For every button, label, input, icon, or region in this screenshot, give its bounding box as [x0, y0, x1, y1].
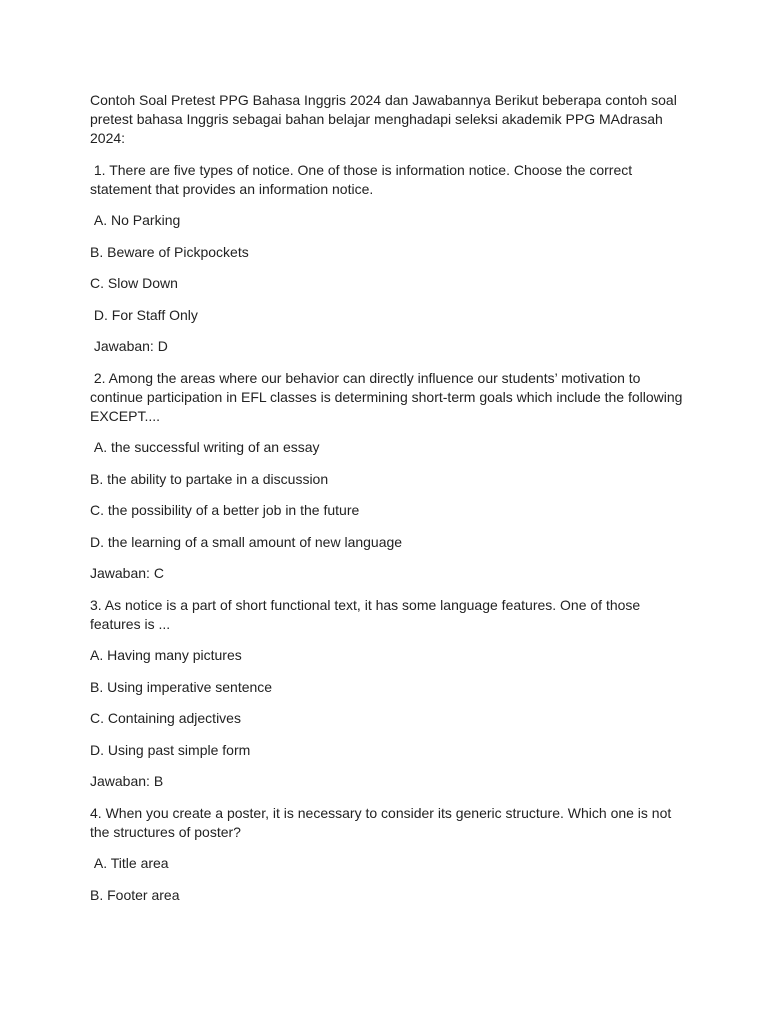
document-page	[90, 91, 690, 917]
question-3-option-b: B. Using imperative sentence	[90, 678, 273, 695]
question-1-option-a: A. No Parking	[90, 212, 181, 228]
question-3-option-d: D. Using past simple form	[90, 741, 251, 758]
question-2-option-d: D. the learning of a small amount of new language	[90, 533, 403, 550]
question-4-option-a: A. Title area	[90, 855, 169, 871]
question-1-option-d: D. For Staff Only	[90, 306, 198, 323]
question-3-answer: Jawaban: B	[90, 773, 164, 789]
question-2-option-a: A. the successful writing of an essay	[90, 439, 320, 455]
question-1: 1. There are five types of notice. One of those is information notice. Choose the correct statement that provides an information notice.	[90, 161, 637, 197]
question-4-option-b: B. Footer area	[90, 886, 180, 903]
question-2: 2. Among the areas where our behavior can directly influence our students’ motivation to continue participation in EFL classes is determining short-term goals which include the following EXCEPT....	[90, 369, 687, 424]
question-2-option-b: B. the ability to partake in a discussion	[90, 470, 329, 487]
question-1-answer: Jawaban: D	[90, 338, 168, 354]
question-4: 4. When you create a poster, it is necessary to consider its generic structure. Which one is not the structures of poster?	[90, 804, 676, 840]
question-1-option-c: C. Slow Down	[90, 275, 178, 291]
question-3-option-c: C. Containing adjectives	[90, 710, 241, 726]
question-3: 3. As notice is a part of short functional text, it has some language features. One of those features is ...	[90, 596, 645, 632]
question-2-option-c: C. the possibility of a better job in the future	[90, 502, 360, 518]
question-1-option-b: B. Beware of Pickpockets	[90, 243, 249, 260]
question-3-option-a: A. Having many pictures	[90, 647, 242, 663]
intro-paragraph: Contoh Soal Pretest PPG Bahasa Inggris 2024 dan Jawabannya Berikut beberapa contoh soal pretest bahasa Inggris sebagai bahan belajar menghadapi seleksi akademik PPG MAdrasah 2024:	[90, 92, 681, 146]
question-2-answer: Jawaban: C	[90, 565, 164, 581]
